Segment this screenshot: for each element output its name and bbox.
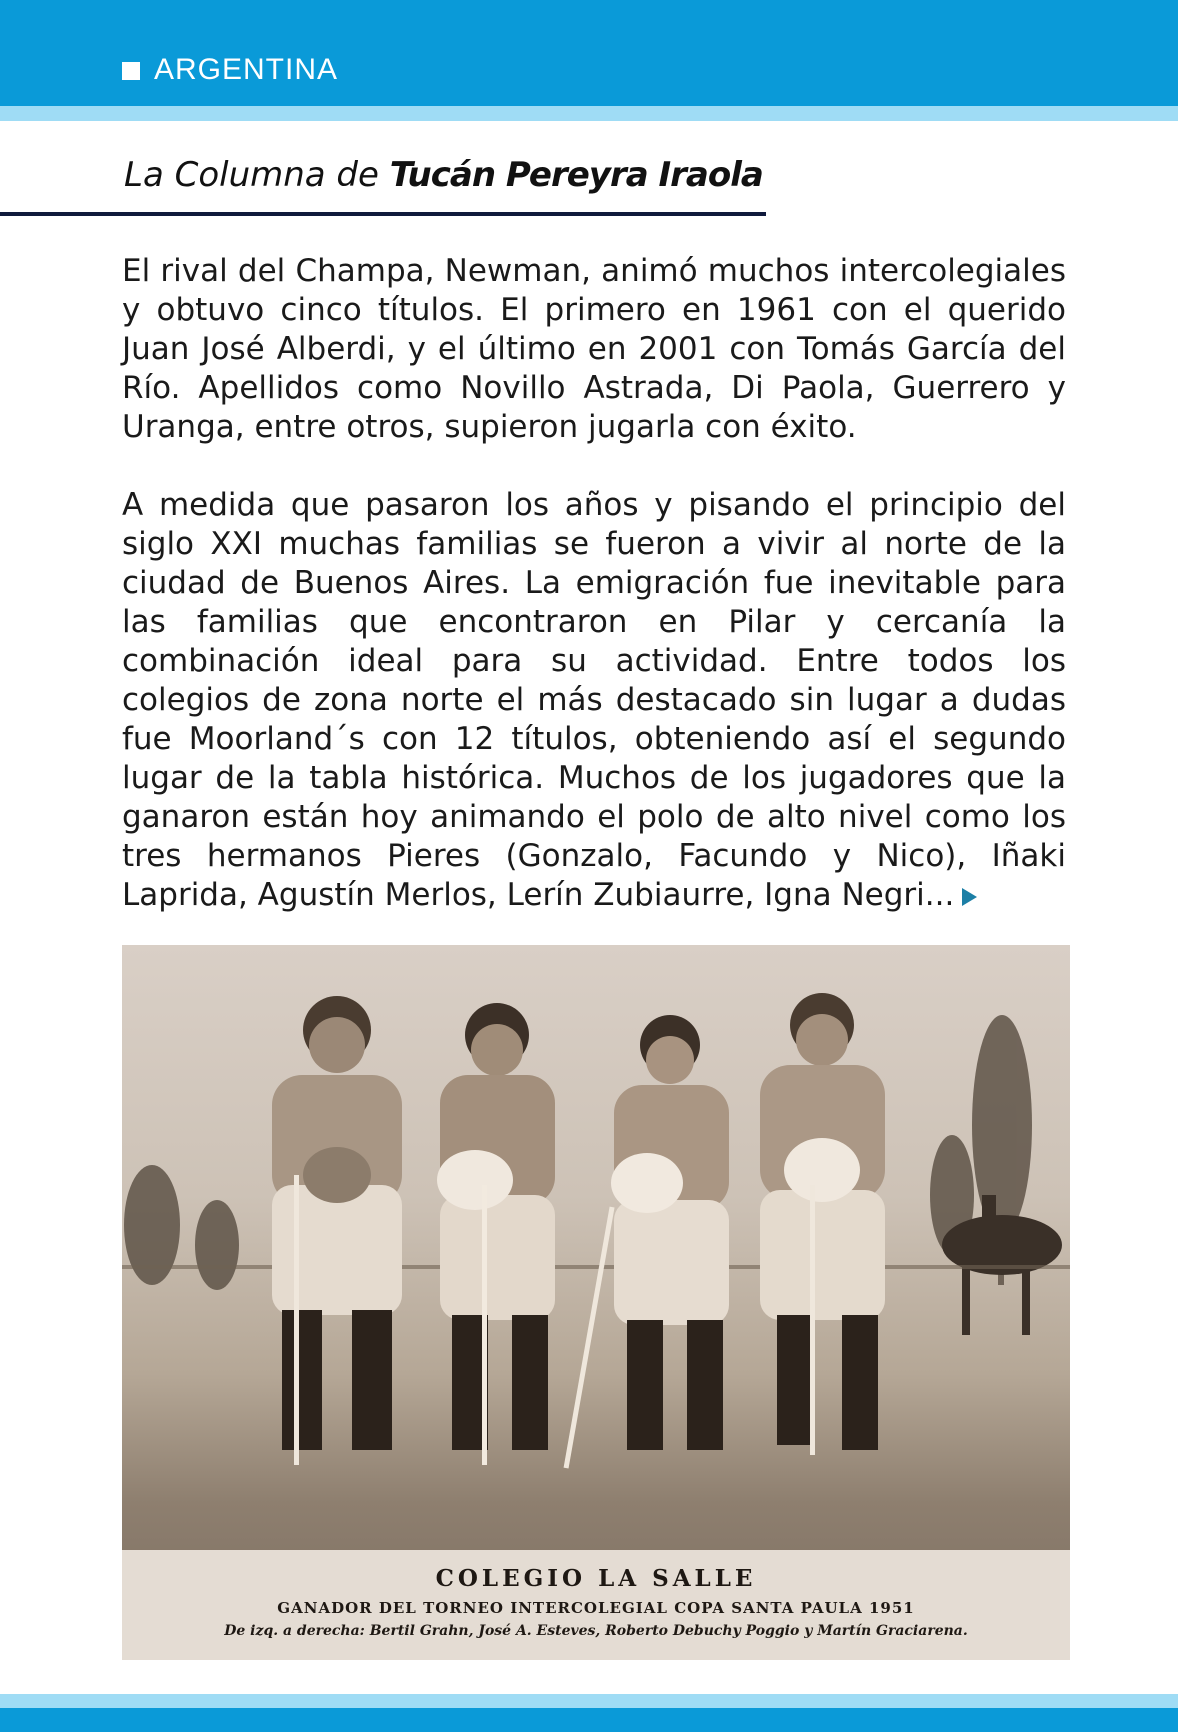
continue-arrow-icon — [962, 888, 977, 906]
paragraph-2-text: A medida que pasaron los años y pisando el principio del siglo XXI muchas familias se fueron a vivir al norte de la ciudad de Buenos Aires. La emigración fue inevitable para las familias que encontraron en Pilar y cercanía la combinación ideal para su actividad. Entre todos los colegios de zona norte el más destacado sin lugar a dudas fue Moorland´s con 12 títulos, obteniendo así el segundo lugar de la tabla histórica. Muchos de los jugadores que la ganaron están hoy animando el polo de alto nivel como los tres hermanos Pieres (Gonzalo, Facundo y Nico), Iñaki Laprida, Agustín Merlos, Lerín Zubiaurre, Igna Negri... — [122, 487, 1066, 913]
paragraph-2 — [122, 486, 1066, 915]
section-square-icon — [122, 62, 140, 80]
photo-caption-subtitle: GANADOR DEL TORNEO INTERCOLEGIAL COPA SANTA PAULA 1951 — [277, 1599, 915, 1617]
column-title-lead: La Columna de — [124, 155, 390, 195]
footer-bar — [0, 1708, 1178, 1732]
header-stripe — [0, 106, 1178, 121]
paragraph-1 — [122, 252, 1066, 447]
column-title — [124, 150, 763, 200]
paragraph-1-text: El rival del Champa, Newman, animó muchos intercolegiales y obtuvo cinco títulos. El primero en 1961 con el querido Juan José Alberdi, y el último en 2001 con Tomás García del Río. Apellidos como Novillo Astrada, Di Paola, Guerrero y Uranga, entre otros, supieron jugarla con éxito. — [122, 253, 1066, 445]
photo-caption-title: COLEGIO LA SALLE — [435, 1565, 757, 1592]
team-photo-illustration — [122, 945, 1070, 1660]
section-label: ARGENTINA — [154, 53, 339, 86]
title-rule — [0, 212, 766, 216]
player-figures — [272, 993, 885, 1468]
footer-stripe — [0, 1694, 1178, 1708]
photo-caption-names: De izq. a derecha: Bertil Grahn, José A. Esteves, Roberto Debuchy Poggio y Martín Graciarena. — [224, 1623, 968, 1639]
column-author: Tucán Pereyra Iraola — [389, 155, 763, 195]
team-photo — [122, 945, 1070, 1660]
